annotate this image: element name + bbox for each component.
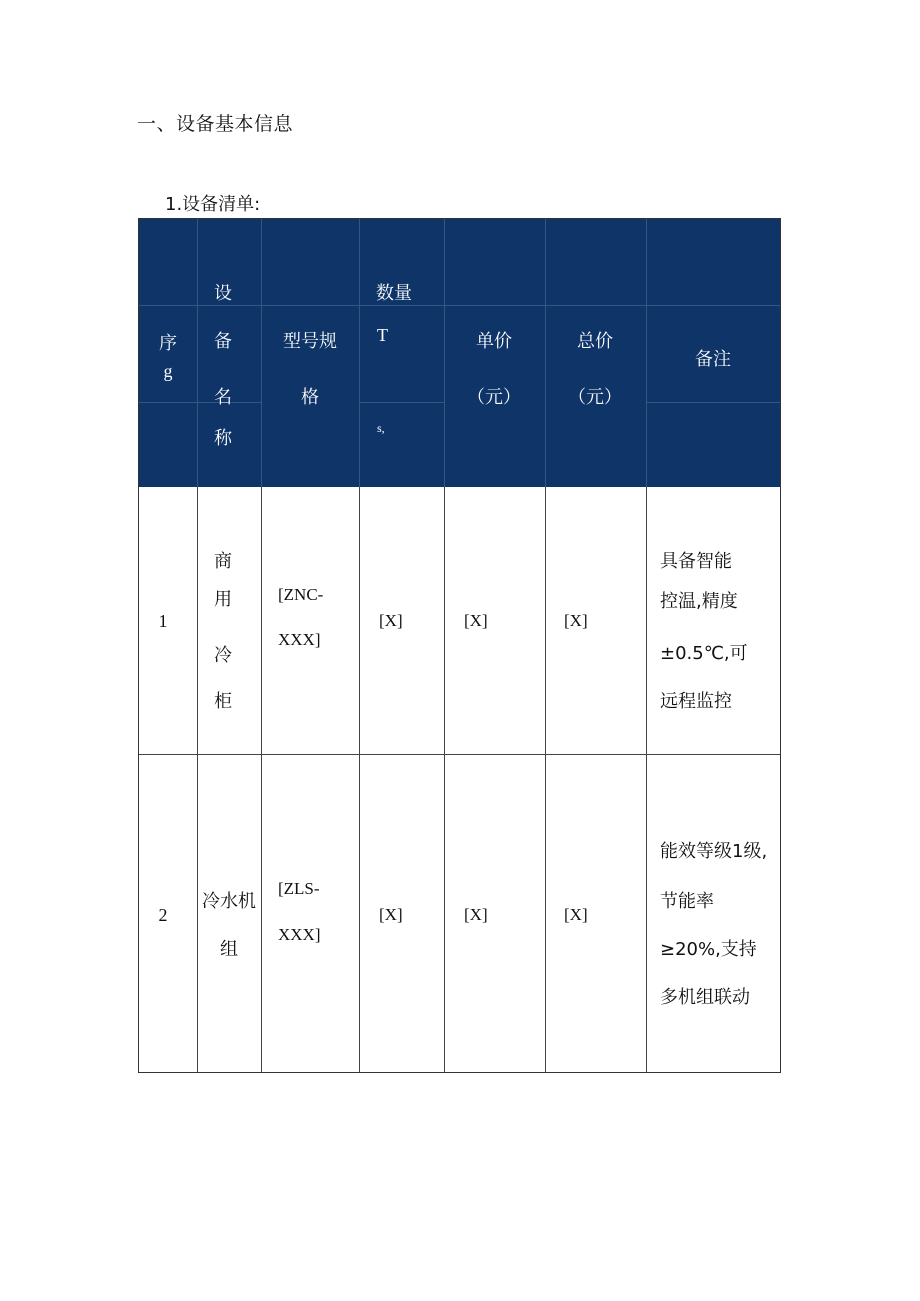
cell-divider [261,755,262,1072]
row2-model-line1: [ZLS- [278,879,320,898]
header-name-line4: 称 [214,428,232,449]
header-model-line2: 格 [301,387,319,408]
cell-divider [646,755,647,1072]
header-name-line1: 设 [214,283,232,304]
table-row [139,755,780,1072]
row2-note-line2: 节能率 [660,891,714,912]
row2-note-line4: 多机组联动 [660,987,750,1008]
cell-divider [261,487,262,755]
row1-unit-price: [X] [464,611,488,630]
header-divider [646,219,647,487]
row2-total-price: [X] [564,905,588,924]
header-seq-line2: g [163,361,173,381]
cell-divider [197,755,198,1072]
header-total-price-line2: （元） [568,387,622,408]
table-row [139,487,780,755]
header-unit-price-line1: 单价 [476,331,512,352]
header-rule [359,402,445,403]
cell-divider [545,755,546,1072]
header-divider [444,219,445,487]
cell-divider [444,487,445,755]
row2-name-line1: 冷水机 [202,891,256,912]
cell-divider [359,755,360,1072]
row2-note-line3: ≥20%,支持 [660,939,757,960]
header-name-line3: 名 [214,387,232,408]
row2-note-line1: 能效等级1级, [660,841,768,862]
row1-name-line1: 商 [214,551,232,572]
row1-name-line2: 用 [214,589,232,610]
equipment-table [138,218,781,1073]
cell-divider [545,487,546,755]
header-name-line2: 备 [214,331,232,352]
row1-model-line1: [ZNC- [278,585,324,604]
header-divider [545,219,546,487]
header-rule [139,402,261,403]
row1-model-line2: XXX] [278,630,321,649]
row1-note-line4: 远程监控 [660,691,732,712]
row1-total-price: [X] [564,611,588,630]
row1-note-line2: 控温,精度 [660,591,738,612]
section-heading: 一、设备基本信息 [137,113,294,135]
row2-qty: [X] [379,905,403,924]
cell-divider [197,487,198,755]
header-seq-line1: 序 [159,333,177,354]
row1-name-line3: 冷 [214,645,232,666]
header-model-line1: 型号规 [283,331,337,352]
header-divider [359,219,360,487]
header-rule [646,402,780,403]
header-rule [139,305,780,306]
table-header [139,219,780,487]
cell-divider [444,755,445,1072]
header-qty-line2: T [377,325,388,345]
header-note: 备注 [695,349,731,370]
header-qty-line3: s, [377,421,385,435]
header-qty-line1: 数量 [376,283,412,304]
header-divider [261,219,262,487]
row1-note-line1: 具备智能 [660,551,732,572]
row1-note-line3: ±0.5℃,可 [660,643,748,664]
cell-divider [359,487,360,755]
header-unit-price-line2: （元） [467,387,521,408]
header-total-price-line1: 总价 [577,331,613,352]
cell-divider [646,487,647,755]
row2-name-line2: 组 [220,939,238,960]
subsection-heading: 1.设备清单: [165,194,261,215]
row1-qty: [X] [379,611,403,630]
row2-seq: 2 [158,905,168,925]
header-divider [197,219,198,487]
row2-model-line2: XXX] [278,925,321,944]
row1-seq: 1 [158,611,168,631]
row2-unit-price: [X] [464,905,488,924]
row1-name-line4: 柜 [214,691,232,712]
